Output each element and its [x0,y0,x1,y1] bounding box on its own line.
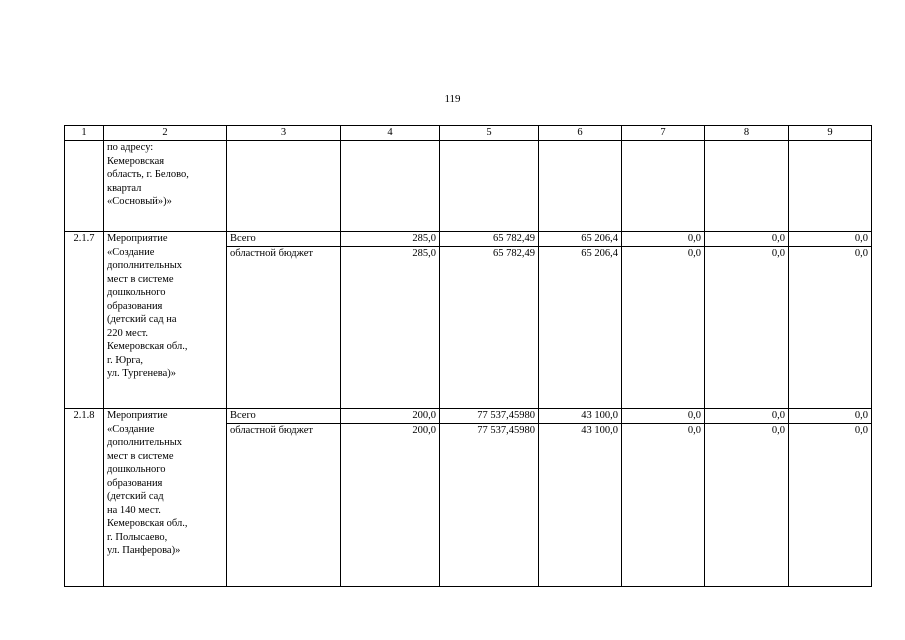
page-number: 119 [444,93,461,105]
value: 0,0 [705,423,788,438]
row-value-cell [789,141,872,232]
source-label: Всего [230,233,256,244]
value: 200,0 [412,410,436,421]
row-value-cell [789,409,872,587]
row-value-cell [539,409,622,587]
row-value-cell [705,232,789,409]
source-label: областной бюджет [227,246,340,261]
row-value-cell [539,141,622,232]
column-header: 3 [227,126,341,141]
value: 285,0 [341,246,439,261]
row-source-cell [227,232,341,409]
value: 285,0 [412,233,436,244]
value: 0,0 [771,410,785,421]
table-row [65,409,872,587]
row-code: 2.1.8 [65,409,104,587]
value: 0,0 [687,233,701,244]
value: 77 537,45980 [440,423,538,438]
row-source-cell [227,409,341,587]
row-value-cell [622,141,705,232]
row-value-cell [705,141,789,232]
row-value-cell [622,409,705,587]
column-header: 5 [440,126,539,141]
value: 65 206,4 [581,233,618,244]
column-header: 9 [789,126,872,141]
value: 65 206,4 [539,246,621,261]
value: 0,0 [854,233,868,244]
row-value-cell [341,232,440,409]
column-header: 8 [705,126,789,141]
row-value-cell [622,232,705,409]
column-header: 1 [65,126,104,141]
table-row [65,232,872,409]
column-header: 4 [341,126,440,141]
row-value-cell [539,232,622,409]
row-code: 2.1.7 [65,232,104,409]
row-value-cell [341,409,440,587]
value: 43 100,0 [581,410,618,421]
value: 0,0 [854,410,868,421]
source-label: Всего [230,410,256,421]
row-value-cell [705,409,789,587]
row-value-cell [440,232,539,409]
row-value-cell [789,232,872,409]
value: 0,0 [771,233,785,244]
row-code [65,141,104,232]
row-value-cell [440,409,539,587]
column-header: 7 [622,126,705,141]
value: 43 100,0 [539,423,621,438]
value: 0,0 [789,246,871,261]
value: 0,0 [789,423,871,438]
value: 0,0 [622,423,704,438]
value: 0,0 [687,410,701,421]
row-source-cell [227,141,341,232]
value: 0,0 [622,246,704,261]
source-label: областной бюджет [227,423,340,438]
table-row [65,141,872,232]
row-description: по адресу: Кемеровская область, г. Белово, квартал «Сосновый»)» [104,141,227,232]
row-value-cell [440,141,539,232]
value: 65 782,49 [440,246,538,261]
value: 200,0 [341,423,439,438]
row-description: Мероприятие «Создание дополнительных мест в системе дошкольного образования (детский сад на 220 мест. Кемеровская обл., г. Юрга, ул. Тургенева)» [104,232,227,409]
column-header: 2 [104,126,227,141]
value: 65 782,49 [493,233,535,244]
value: 77 537,45980 [477,410,535,421]
budget-table [64,125,872,587]
row-description: Мероприятие «Создание дополнительных мест в системе дошкольного образования (детский сад на 140 мест. Кемеровская обл., г. Полысаево, ул. Панферова)» [104,409,227,587]
value: 0,0 [705,246,788,261]
column-number-row [65,126,872,141]
column-header: 6 [539,126,622,141]
row-value-cell [341,141,440,232]
